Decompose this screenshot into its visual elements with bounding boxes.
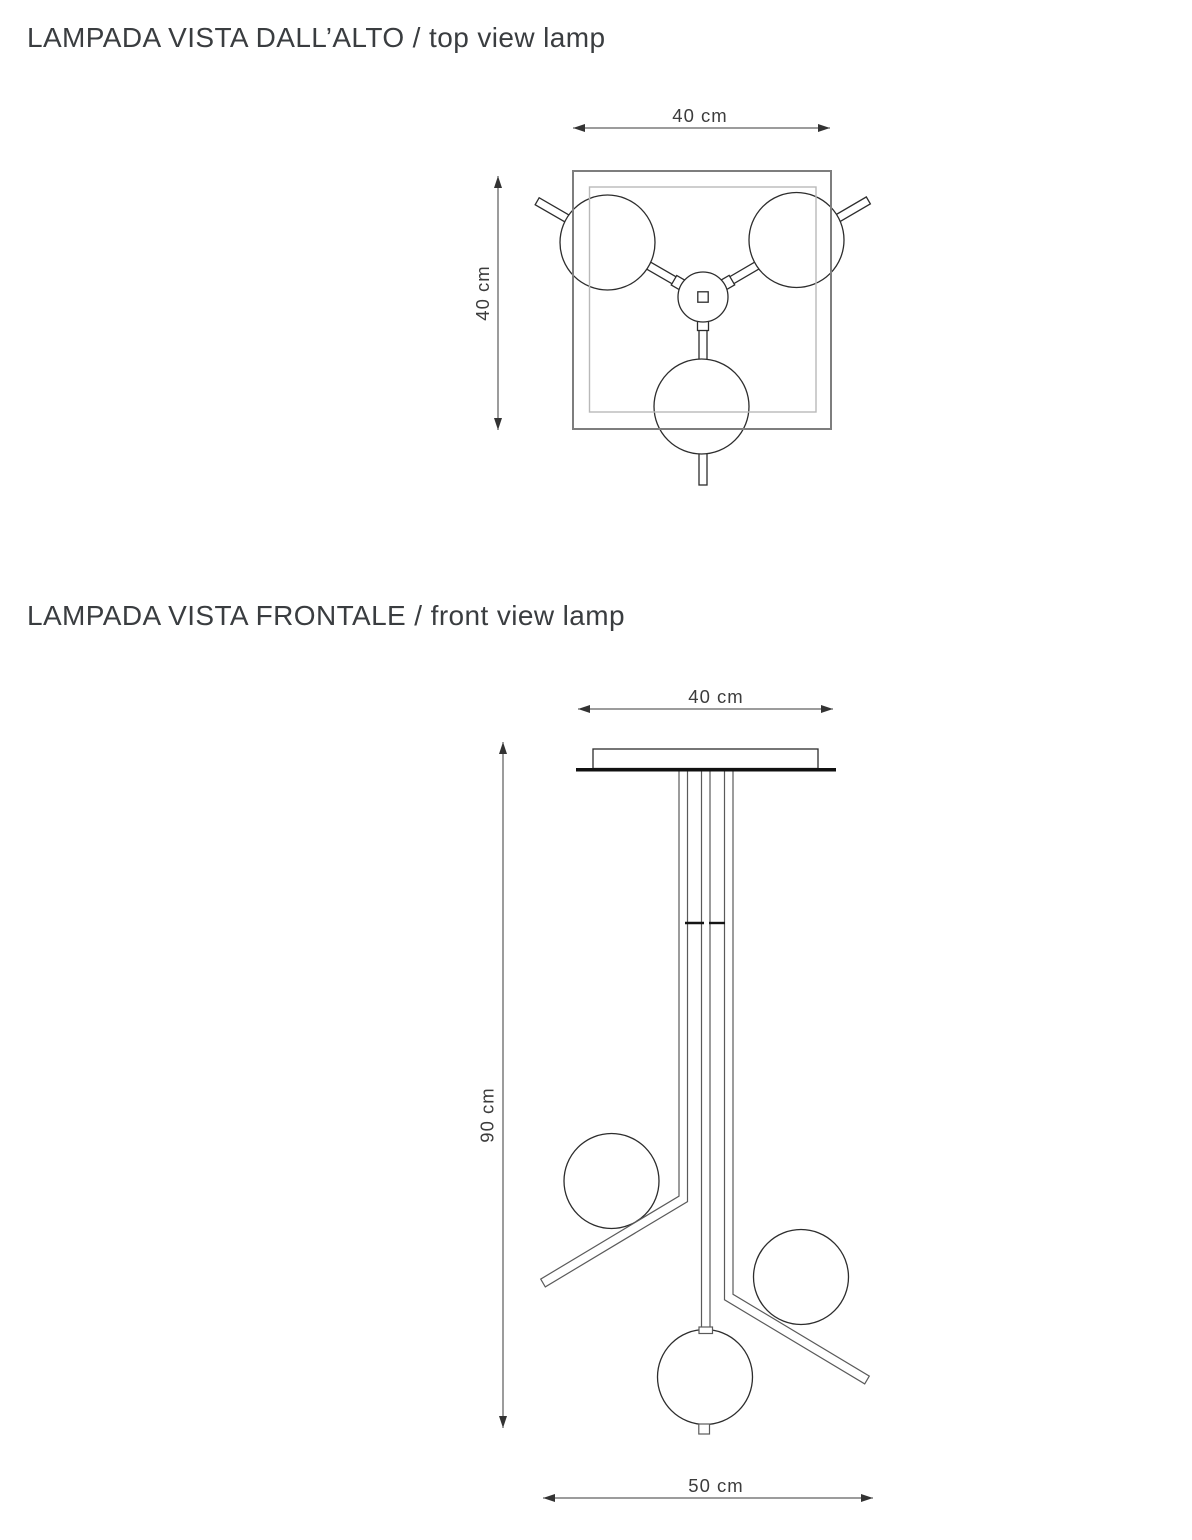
globe-left — [564, 1134, 659, 1229]
globe-upper-left — [560, 195, 655, 290]
arrowhead-right-icon — [818, 124, 830, 132]
globe-bottom — [654, 359, 749, 454]
arrowhead-right-icon — [861, 1494, 873, 1502]
arrowhead-left-icon — [543, 1494, 555, 1502]
dimension-label: 90 cm — [476, 1087, 498, 1143]
globe-bottom — [658, 1330, 753, 1425]
canopy — [593, 749, 818, 769]
dimension-label: 40 cm — [688, 686, 744, 707]
arrowhead-up-icon — [499, 742, 507, 754]
arrowhead-left-icon — [573, 124, 585, 132]
front-view-diagram — [477, 686, 874, 1502]
front-view-span-dimension — [543, 1475, 873, 1502]
arrowhead-right-icon — [821, 705, 833, 713]
top-view-title: LAMPADA VISTA DALL’ALTO / top view lamp — [27, 22, 606, 53]
hub-center-hole — [698, 292, 708, 302]
top-view-width-dimension — [573, 105, 830, 132]
stem-center — [702, 770, 711, 1328]
dimension-label: 40 cm — [472, 265, 493, 321]
top-view-diagram — [472, 105, 871, 485]
front-view-height-dimension — [477, 742, 508, 1428]
globe-right — [754, 1230, 849, 1325]
top-view-height-dimension — [472, 176, 502, 430]
dimension-label: 40 cm — [672, 105, 728, 126]
globe-upper-right — [749, 193, 844, 288]
arrowhead-left-icon — [578, 705, 590, 713]
bottom-finial — [699, 1424, 710, 1434]
front-view-title: LAMPADA VISTA FRONTALE / front view lamp — [27, 600, 625, 631]
dimension-label: 50 cm — [688, 1475, 744, 1496]
arrowhead-down-icon — [494, 418, 502, 430]
front-view-width-dimension — [578, 686, 833, 713]
arrowhead-down-icon — [499, 1416, 507, 1428]
stem-center-collar — [699, 1327, 713, 1334]
arrowhead-up-icon — [494, 176, 502, 188]
